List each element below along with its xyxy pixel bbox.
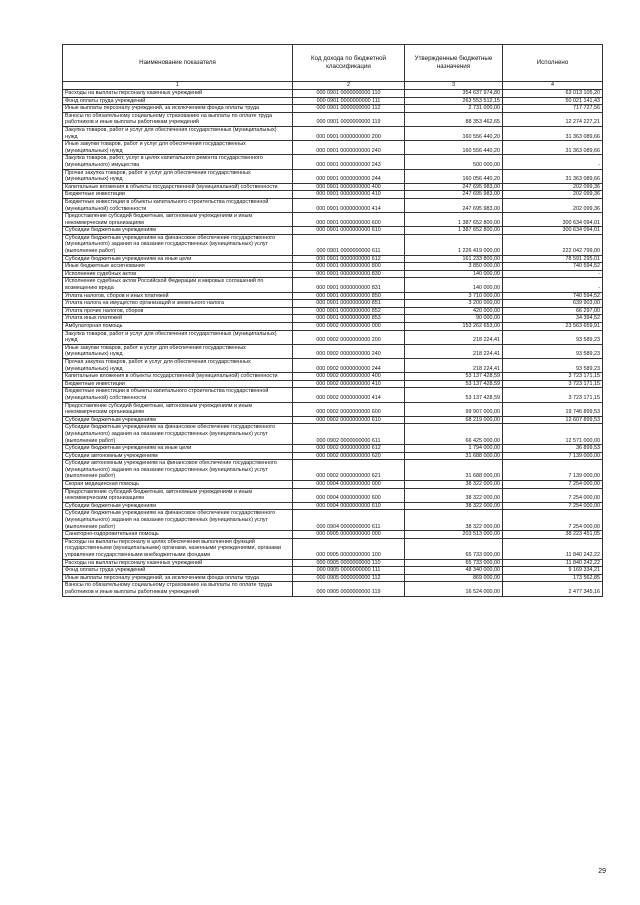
row-executed: 300 634 094,01: [503, 213, 603, 227]
row-executed: 11 840 242,22: [503, 538, 603, 559]
row-name: Субсидии бюджетным учреждениям на финансовое обеспечение государственного (муниципального) задания на оказание государственных (муниципальных) услуг (выполнение работ): [63, 234, 293, 255]
row-name: Субсидии бюджетным учреждениям: [63, 227, 293, 235]
row-name: Бюджетные инвестиции в объекты капитального строительства государственной (муниципальной) собственности: [63, 198, 293, 212]
row-code: 000 0902 0000000000 400: [293, 373, 405, 381]
table-row: [63, 402, 603, 416]
row-name: Бюджетные инвестиции: [63, 191, 293, 199]
table-row: [63, 574, 603, 582]
row-executed: 7 254 000,00: [503, 502, 603, 510]
row-executed: 93 589,23: [503, 330, 603, 344]
table-row: [63, 270, 603, 278]
row-approved: 3 200 000,00: [405, 300, 503, 308]
row-approved: 1 226 419 000,00: [405, 234, 503, 255]
row-approved: 16 524 000,00: [405, 582, 503, 596]
row-name: Закупка товаров, работ и услуг для обеспечения государственных (муниципальных) нужд: [63, 126, 293, 140]
row-code: 000 0902 0000000000 000: [293, 323, 405, 331]
row-code: 000 0902 0000000000 410: [293, 380, 405, 388]
row-name: Уплата иных платежей: [63, 315, 293, 323]
row-code: 000 0902 0000000000 611: [293, 424, 405, 445]
row-code: 000 0901 0000000000 119: [293, 112, 405, 126]
row-executed: 7 254 000,00: [503, 481, 603, 489]
row-approved: 38 322 000,00: [405, 481, 503, 489]
table-row: [63, 559, 603, 567]
table-row: [63, 90, 603, 98]
table-row: [63, 538, 603, 559]
row-name: Капитальные вложения в объекты государственной (муниципальной) собственности: [63, 183, 293, 191]
header-classification-code: Код дохода по бюджетной классификации: [293, 45, 405, 82]
row-code: 000 0902 0000000000 610: [293, 416, 405, 424]
table-row: [63, 141, 603, 155]
row-approved: 203 513 000,00: [405, 531, 503, 539]
row-code: 000 0901 0000000000 200: [293, 126, 405, 140]
row-executed: 12 571 000,00: [503, 424, 603, 445]
row-executed: -: [503, 155, 603, 169]
row-executed: 31 363 089,66: [503, 169, 603, 183]
row-executed: 740 594,52: [503, 292, 603, 300]
row-approved: 140 000,00: [405, 270, 503, 278]
row-executed: 7 139 000,00: [503, 460, 603, 481]
row-approved: 247 695 983,00: [405, 198, 503, 212]
row-name: Уплата налогов, сборов и иных платежей: [63, 292, 293, 300]
row-approved: 218 224,41: [405, 358, 503, 372]
row-executed: 3 723 171,15: [503, 388, 603, 402]
table-row: [63, 358, 603, 372]
column-number: 4: [503, 82, 603, 90]
row-name: Расходы на выплаты персоналу казенных учреждений: [63, 90, 293, 98]
row-name: Иные бюджетные ассигнования: [63, 263, 293, 271]
table-row: [63, 416, 603, 424]
row-executed: 34 394,52: [503, 315, 603, 323]
row-name: Субсидии бюджетным учреждениям на финансовое обеспечение государственного (муниципального) задания на оказание государственных (муниципальных) услуг (выполнение работ): [63, 424, 293, 445]
row-name: Иные закупки товаров, работ и услуг для обеспечения государственных (муниципальных) нужд: [63, 344, 293, 358]
row-executed: 36 899,53: [503, 445, 603, 453]
row-approved: 48 340 000,00: [405, 567, 503, 575]
table-row: [63, 105, 603, 113]
row-approved: 31 688 000,00: [405, 452, 503, 460]
table-row: [63, 292, 603, 300]
table-row: [63, 300, 603, 308]
header-executed-amount: Исполнено: [503, 45, 603, 82]
row-executed: 11 840 242,22: [503, 559, 603, 567]
row-name: Субсидии автономным учреждениям: [63, 452, 293, 460]
row-code: 000 0902 0000000000 621: [293, 460, 405, 481]
row-code: 000 0901 0000000000 831: [293, 278, 405, 292]
row-approved: 38 322 000,00: [405, 502, 503, 510]
row-executed: 2 477 345,16: [503, 582, 603, 596]
row-approved: 1 387 652 800,00: [405, 213, 503, 227]
row-approved: 153 262 653,00: [405, 323, 503, 331]
row-approved: 869 000,00: [405, 574, 503, 582]
row-name: Взносы по обязательному социальному страхованию на выплаты по оплате труда работников и иные выплаты работникам учреждений: [63, 582, 293, 596]
table-row: [63, 307, 603, 315]
row-name: Иные закупки товаров, работ и услуг для обеспечения государственных (муниципальных) нужд: [63, 141, 293, 155]
row-approved: 53 137 428,59: [405, 373, 503, 381]
row-code: 000 0902 0000000000 620: [293, 452, 405, 460]
row-executed: 66 297,00: [503, 307, 603, 315]
row-approved: 354 637 974,80: [405, 90, 503, 98]
row-approved: 420 000,00: [405, 307, 503, 315]
row-approved: 160 556 440,20: [405, 141, 503, 155]
column-number: 1: [63, 82, 293, 90]
row-code: 000 0905 0000000000 100: [293, 538, 405, 559]
row-approved: 31 688 000,00: [405, 460, 503, 481]
row-executed: 78 591 295,01: [503, 255, 603, 263]
row-executed: 31 363 089,66: [503, 141, 603, 155]
table-row: [63, 510, 603, 531]
row-approved: 2 731 000,00: [405, 105, 503, 113]
column-number: 3: [405, 82, 503, 90]
row-code: 000 0901 0000000000 244: [293, 169, 405, 183]
row-approved: 99 907 000,00: [405, 402, 503, 416]
row-code: 000 0904 0000000000 000: [293, 481, 405, 489]
table-row: [63, 488, 603, 502]
row-code: 000 0904 0000000000 610: [293, 502, 405, 510]
header-approved-amount: Утвержденные бюджетные назначения: [405, 45, 503, 82]
row-code: 000 0902 0000000000 414: [293, 388, 405, 402]
row-approved: 140 000,00: [405, 278, 503, 292]
row-name: Капитальные вложения в объекты государственной (муниципальной) собственности: [63, 373, 293, 381]
table-row: [63, 213, 603, 227]
row-executed: 38 223 451,05: [503, 531, 603, 539]
table-row: [63, 155, 603, 169]
header-indicator-name: Наименование показателя: [63, 45, 293, 82]
row-approved: 161 233 800,00: [405, 255, 503, 263]
row-code: 000 0901 0000000000 851: [293, 300, 405, 308]
row-name: Иные выплаты персоналу учреждений, за исключением фонда оплаты труда: [63, 105, 293, 113]
row-code: 000 0901 0000000000 610: [293, 227, 405, 235]
row-name: Бюджетные инвестиции в объекты капитального строительства государственной (муниципальной) собственности: [63, 388, 293, 402]
row-name: Исполнение судебных актов: [63, 270, 293, 278]
row-executed: 202 099,36: [503, 191, 603, 199]
row-executed: 639 903,00: [503, 300, 603, 308]
table-row: [63, 344, 603, 358]
table-row: [63, 198, 603, 212]
table-row: [63, 445, 603, 453]
table-row: [63, 460, 603, 481]
row-name: Уплата прочих налогов, сборов: [63, 307, 293, 315]
row-approved: 160 556 440,20: [405, 126, 503, 140]
row-approved: 53 137 428,59: [405, 380, 503, 388]
row-executed: 7 254 000,00: [503, 488, 603, 502]
table-row: [63, 531, 603, 539]
row-executed: -: [503, 278, 603, 292]
table-row: [63, 481, 603, 489]
table-header-row: [63, 45, 603, 82]
row-code: 000 0905 0000000000 000: [293, 531, 405, 539]
row-code: 000 0901 0000000000 400: [293, 183, 405, 191]
row-executed: 202 099,36: [503, 198, 603, 212]
row-code: 000 0905 0000000000 111: [293, 567, 405, 575]
row-code: 000 0904 0000000000 600: [293, 488, 405, 502]
row-code: 000 0901 0000000000 414: [293, 198, 405, 212]
row-code: 000 0901 0000000000 111: [293, 97, 405, 105]
table-row: [63, 315, 603, 323]
table-row: [63, 278, 603, 292]
row-name: Фонд оплаты труда учреждений: [63, 97, 293, 105]
row-approved: 247 695 983,00: [405, 191, 503, 199]
row-code: 000 0901 0000000000 612: [293, 255, 405, 263]
row-code: 000 0901 0000000000 850: [293, 292, 405, 300]
table-row: [63, 452, 603, 460]
table-row: [63, 388, 603, 402]
table-row: [63, 567, 603, 575]
row-approved: 263 553 512,15: [405, 97, 503, 105]
row-approved: 65 733 000,00: [405, 559, 503, 567]
row-executed: 3 723 171,15: [503, 380, 603, 388]
row-name: Предоставление субсидий бюджетным, автономным учреждениям и иным некоммерческим организациям: [63, 402, 293, 416]
row-name: Прочая закупка товаров, работ и услуг для обеспечения государственных (муниципальных) нужд: [63, 358, 293, 372]
table-row: [63, 582, 603, 596]
table-row: [63, 97, 603, 105]
row-name: Уплата налога на имущество организаций и земельного налога: [63, 300, 293, 308]
row-code: 000 0904 0000000000 611: [293, 510, 405, 531]
row-executed: -: [503, 270, 603, 278]
table-row: [63, 126, 603, 140]
table-row: [63, 112, 603, 126]
row-executed: 19 746 899,53: [503, 402, 603, 416]
row-code: 000 0901 0000000000 600: [293, 213, 405, 227]
row-executed: 50 021 141,43: [503, 97, 603, 105]
row-approved: 38 322 000,00: [405, 488, 503, 502]
row-code: 000 0905 0000000000 110: [293, 559, 405, 567]
row-code: 000 0901 0000000000 410: [293, 191, 405, 199]
row-code: 000 0902 0000000000 244: [293, 358, 405, 372]
row-name: Расходы на выплаты персоналу в целях обеспечения выполнения функций государственными (муниципальными) органами, казенными учреждениями, органами управления государственными внебюджетными фондами: [63, 538, 293, 559]
table-row: [63, 191, 603, 199]
row-executed: 31 363 089,66: [503, 126, 603, 140]
row-name: Субсидии бюджетным учреждениям на финансовое обеспечение государственного (муниципального) задания на оказание государственных (муниципальных) услуг (выполнение работ): [63, 510, 293, 531]
table-row: [63, 183, 603, 191]
row-code: 000 0901 0000000000 112: [293, 105, 405, 113]
row-executed: 12 607 899,53: [503, 416, 603, 424]
row-code: 000 0902 0000000000 240: [293, 344, 405, 358]
row-approved: 38 322 000,00: [405, 510, 503, 531]
row-name: Закупка товаров, работ, услуг в целях капитального ремонта государственного (муниципального) имущества: [63, 155, 293, 169]
row-code: 000 0901 0000000000 243: [293, 155, 405, 169]
row-executed: 23 563 659,91: [503, 323, 603, 331]
row-executed: 7 254 000,00: [503, 510, 603, 531]
row-approved: 218 224,41: [405, 344, 503, 358]
row-executed: 9 169 334,21: [503, 567, 603, 575]
row-executed: 740 594,52: [503, 263, 603, 271]
row-code: 000 0901 0000000000 240: [293, 141, 405, 155]
row-code: 000 0902 0000000000 200: [293, 330, 405, 344]
row-executed: 202 099,36: [503, 183, 603, 191]
row-code: 000 0902 0000000000 600: [293, 402, 405, 416]
table-row: [63, 234, 603, 255]
row-code: 000 0905 0000000000 119: [293, 582, 405, 596]
row-name: Предоставление субсидий бюджетным, автономным учреждениям и иным некоммерческим организациям: [63, 488, 293, 502]
budget-execution-table: [62, 44, 603, 597]
row-name: Скорая медицинская помощь: [63, 481, 293, 489]
table-row: [63, 330, 603, 344]
row-executed: 222 042 799,00: [503, 234, 603, 255]
row-executed: 300 634 094,01: [503, 227, 603, 235]
row-approved: 1 387 652 800,00: [405, 227, 503, 235]
row-code: 000 0901 0000000000 110: [293, 90, 405, 98]
row-name: Закупка товаров, работ и услуг для обеспечения государственных (муниципальных) нужд: [63, 330, 293, 344]
row-executed: 93 589,23: [503, 358, 603, 372]
row-executed: 173 562,85: [503, 574, 603, 582]
row-code: 000 0902 0000000000 612: [293, 445, 405, 453]
row-approved: 160 056 440,20: [405, 169, 503, 183]
page-number: 29: [598, 868, 606, 875]
table-row: [63, 263, 603, 271]
row-executed: 93 589,23: [503, 344, 603, 358]
row-name: Субсидии бюджетным учреждениям: [63, 502, 293, 510]
row-name: Амбулаторная помощь: [63, 323, 293, 331]
row-name: Фонд оплаты труда учреждений: [63, 567, 293, 575]
row-code: 000 0905 0000000000 112: [293, 574, 405, 582]
row-name: Исполнение судебных актов Российской Федерации и мировых соглашений по возмещению вреда: [63, 278, 293, 292]
row-approved: 66 425 000,00: [405, 424, 503, 445]
table-row: [63, 227, 603, 235]
table-row: [63, 255, 603, 263]
row-name: Прочая закупка товаров, работ и услуг для обеспечения государственных (муниципальных) нужд: [63, 169, 293, 183]
row-name: Субсидии бюджетным учреждениям на иные цели: [63, 255, 293, 263]
row-approved: 90 000,00: [405, 315, 503, 323]
row-executed: 7 139 000,00: [503, 452, 603, 460]
row-code: 000 0901 0000000000 853: [293, 315, 405, 323]
row-name: Субсидии бюджетным учреждениям на иные цели: [63, 445, 293, 453]
row-approved: 68 219 000,00: [405, 416, 503, 424]
row-name: Субсидии бюджетным учреждениям: [63, 416, 293, 424]
row-approved: 218 224,41: [405, 330, 503, 344]
row-name: Иные выплаты персоналу учреждений, за исключением фонда оплаты труда: [63, 574, 293, 582]
row-executed: 3 723 171,15: [503, 373, 603, 381]
row-approved: 3 710 000,00: [405, 292, 503, 300]
row-approved: 247 695 983,00: [405, 183, 503, 191]
row-approved: 65 733 000,00: [405, 538, 503, 559]
row-code: 000 0901 0000000000 611: [293, 234, 405, 255]
row-approved: 53 137 428,59: [405, 388, 503, 402]
row-code: 000 0901 0000000000 830: [293, 270, 405, 278]
row-executed: 12 274 227,21: [503, 112, 603, 126]
row-approved: 500 000,00: [405, 155, 503, 169]
row-name: Субсидии автономным учреждениям на финансовое обеспечение государственного (муниципального) задания на оказание государственных (муниципальных) услуг (выполнение работ): [63, 460, 293, 481]
column-number: 2: [293, 82, 405, 90]
column-number-row: [63, 82, 603, 90]
row-name: Взносы по обязательному социальному страхованию на выплаты по оплате труда работников и иные выплаты работникам учреждений: [63, 112, 293, 126]
row-code: 000 0901 0000000000 800: [293, 263, 405, 271]
table-row: [63, 424, 603, 445]
row-name: Расходы на выплаты персоналу казенных учреждений: [63, 559, 293, 567]
row-name: Предоставление субсидий бюджетным, автономным учреждениям и иным некоммерческим организациям: [63, 213, 293, 227]
table-row: [63, 373, 603, 381]
row-approved: 1 794 000,00: [405, 445, 503, 453]
table-row: [63, 380, 603, 388]
row-code: 000 0901 0000000000 852: [293, 307, 405, 315]
row-executed: 717 727,56: [503, 105, 603, 113]
table-row: [63, 502, 603, 510]
row-executed: 63 013 105,20: [503, 90, 603, 98]
table-row: [63, 323, 603, 331]
row-name: Бюджетные инвестиции: [63, 380, 293, 388]
table-row: [63, 169, 603, 183]
row-approved: 3 850 000,00: [405, 263, 503, 271]
row-name: Санаторно-оздоровительная помощь: [63, 531, 293, 539]
row-approved: 88 353 462,65: [405, 112, 503, 126]
